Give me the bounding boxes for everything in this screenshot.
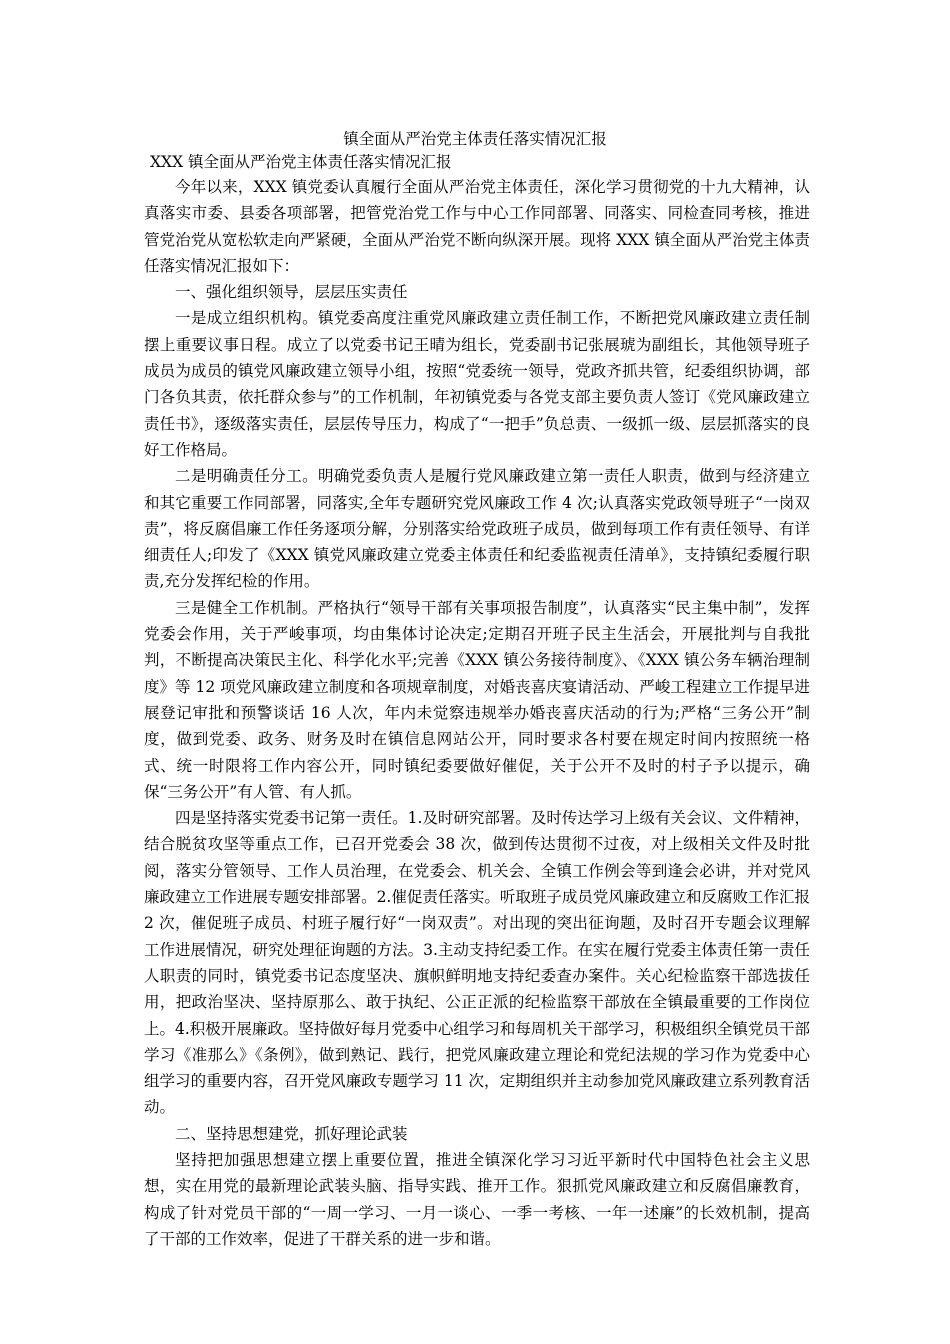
body-paragraph: 四是坚持落实党委书记第一责任。1.及时研究部署。及时传达学习上级有关会议、文件精神，结合脱贫攻坚等重点工作，已召开党委会 38 次，做到传达贯彻不过夜，对上级相关文件及时批阅，落实分管领导、工作人员治理，在党委会、机关会、全镇工作例会等到逢会必讲，并对党风廉政建立工作进展专题安排部署。2.催促责任落实。听取班子成员党风廉政建立和反腐败工作汇报 2 次，催促班子成员、村班子履行好“一岗双责”。对出现的突出征询题，及时召开专题会议理解工作进展情况，研究处理征询题的方法。3.主动支持纪委工作。在实在履行党委主体责任第一责任人职责的同时，镇党委书记态度坚决、旗帜鲜明地支持纪委查办案件。关心纪检监察干部选拔任用，把政治坚决、坚持原那么、敢于执纪、公正正派的纪检监察干部放在全镇最重要的工作岗位上。4.积极开展廉政。坚持做好每月党委中心组学习和每周机关干部学习，积极组织全镇党员干部学习《准那么》《条例》，做到熟记、践行，把党风廉政建立理论和党纪法规的学习作为党委中心组学习的重要内容，召开党风廉政专题学习 11 次，定期组织并主动参加党风廉政建立系列教育活动。 <box>144 809 810 1117</box>
body-paragraph: 一是成立组织机构。镇党委高度注重党风廉政建立责任制工作，不断把党风廉政建立责任制摆上重要议事日程。成立了以党委书记王晴为组长，党委副书记张展琥为副组长，其他领导班子成员为成员的镇党风廉政建立领导小组，按照“党委统一领导，党政齐抓共管，纪委组织协调，部门各负其责，依托群众参与”的工作机制，年初镇党委与各党支部主要负责人签订《党风廉政建立责任书》，逐级落实责任，层层传导压力，构成了“一把手”负总责、一级抓一级、层层抓落实的良好工作格局。 <box>144 309 810 459</box>
document-subtitle: XXX 镇全面从严治党主体责任落实情况汇报 <box>150 153 452 171</box>
section-heading-2: 二、坚持思想建党，抓好理论武装 <box>175 1124 408 1143</box>
intro-paragraph: 今年以来，XXX 镇党委认真履行全面从严治党主体责任，深化学习贯彻党的十九大精神，认真落实市委、县委各项部署，把管党治党工作与中心工作同部署、同落实、同检查同考核，推进管党治党从宽松软走向严紧硬，全面从严治党不断向纵深开展。现将 XXX 镇全面从严治党主体责任落实情况汇报如下： <box>144 178 810 275</box>
section-heading-1: 一、强化组织领导，层层压实责任 <box>175 283 408 302</box>
document-body <box>144 174 810 1252</box>
body-paragraph: 坚持把加强思想建立摆上重要位置，推进全镇深化学习习近平新时代中国特色社会主义思想，实在用党的最新理论武装头脑、指导实践、推开工作。狠抓党风廉政建立和反腐倡廉教育，构成了针对党员干部的“一周一学习、一月一谈心、一季一考核、一年一述廉”的长效机制，提高了干部的工作效率，促进了干群关系的进一步和谐。 <box>144 1150 810 1248</box>
body-paragraph: 三是健全工作机制。严格执行“领导干部有关事项报告制度”，认真落实“民主集中制”，发挥党委会作用，关于严峻事项，均由集体讨论决定;定期召开班子民主生活会，开展批判与自我批判，不断提高决策民主化、科学化水平;完善《XXX 镇公务接待制度》、《XXX 镇公务车辆治理制度》等 12 项党风廉政建立制度和各项规章制度，对婚丧喜庆宴请活动、严峻工程建立工作提早进展登记审批和预警谈话 16 人次，年内未觉察违规举办婚丧喜庆活动的行为;严格“三务公开”制度，做到党委、政务、财务及时在镇信息网站公开，同时要求各村要在规定时间内按照统一格式、统一时限将工作内容公开，同时镇纪委要做好催促，关于公开不及时的村子予以提示，确保“三务公开”有人管、有人抓。 <box>144 598 810 801</box>
body-paragraph: 二是明确责任分工。明确党委负责人是履行党风廉政建立第一责任人职责，做到与经济建立和其它重要工作同部署，同落实,全年专题研究党风廉政工作 4 次;认真落实党政领导班子“一岗双责”，将反腐倡廉工作任务逐项分解，分别落实给党政班子成员，做到每项工作有责任领导、有详细责任人;印发了《XXX 镇党风廉政建立党委主体责任和纪委监视责任清单》，支持镇纪委履行职责,充分发挥纪检的作用。 <box>144 467 810 591</box>
document-title: 镇全面从严治党主体责任落实情况汇报 <box>343 130 607 148</box>
